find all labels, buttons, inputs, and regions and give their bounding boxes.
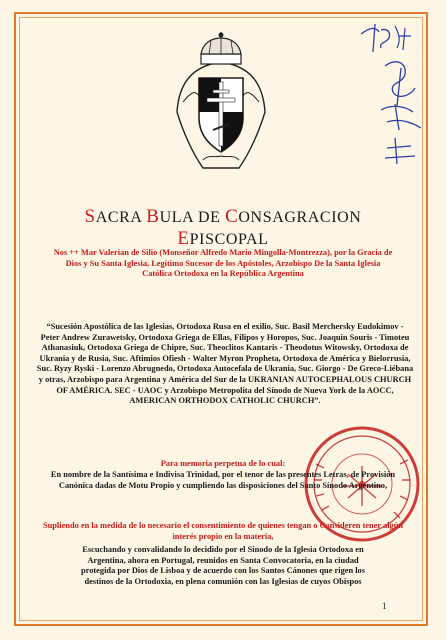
document-title [40, 206, 406, 250]
apostolic-succession-paragraph: “Sucesión Apostólica de las Iglesias, Ortodoxa Rusa en el exilio, Suc. Basil Merchersky Eudokimov - Peter Andrew Zurawetsky, Ortodoxa Griega de Ellas, Filipos y Horopos, Suc. Joaquin Souris - Timoteu Athanasiuk, Ortodoxa Griega de Chipre, Suc. Theoclitos Kantaris - Theodotus Witowsky, Ortodoxa de Ukrania y de Rusia, Suc. Aftimios Ofiesh - Walter Myron Propheta, Ortodoxa de América y Bielorrusia, Suc. Ryzy Ryski - Lorenzo Abrugnedo, Ortodoxa Autocefala de Ukrania, Suc. Giorgo - De Greco-Liébana y otras, Arzobispo para Argentina y América del Sur de la UKRANIAN AUTOCEPHALOUS CHURCH OF AMÉRICA. SEC - UAOC y Arzobispo Metropolita del Sínodo de Nueva York de la AOCC, AMERICAN ORTHODOX CATHOLIC CHURCH”. [36, 322, 414, 406]
escuchando-line: destinos de la Ortodoxia, en plena comunión con las Iglesias de cuyos Obispos [84, 576, 362, 586]
page-number: 1 [382, 601, 387, 611]
memoria-heading: Para memoria perpetua de lo cual: [160, 459, 286, 468]
title-word-1: SACRA [84, 206, 147, 227]
title-word-4: EPISCOPAL [177, 228, 269, 249]
escuchando-line: Escuchando y convalidando lo decidido por el Sínodo de la Iglesia Ortodoxa en [82, 545, 364, 554]
coat-of-arms-icon [173, 32, 269, 174]
memoria-paragraph: En nombre de la Santísima e Indivisa Trinidad, por el tenor de las presentes Letras, de Provisión Canónica dadas de Motu Propio y cumpliendo las disposiciones del Santo Sínodo Argentino, [50, 470, 396, 490]
intro-paragraph: Nos ++ Mar Valerian de Silio (Monseñor Alfredo Mario Mingolla-Montrezza), por la Gracia de Dios y Su Santa Iglesia, Legítimo Sucesor de los Apóstoles, Arzobispo De la Santa Iglesia Católica Ortodoxa en la República Argentina [53, 248, 393, 279]
escuchando-line: Argentina, ahora en Portugal, reunidos en Santa Convocatoria, en la ciudad [87, 555, 359, 565]
escuchando-line: protegida por Dios de Lisboa y de acuerdo con los Santos Cánones que rigen los [80, 566, 365, 576]
supliendo-paragraph: Supliendo en la medida de lo necesario el consentimiento de quienes tengan o Consideren tener algún interés propio en la materia, [42, 521, 404, 541]
title-word-2: BULA DE [146, 206, 226, 227]
handwritten-signature-icon [355, 18, 441, 168]
escuchando-paragraph [34, 545, 412, 587]
title-word-3: CONSAGRACION [225, 206, 362, 227]
